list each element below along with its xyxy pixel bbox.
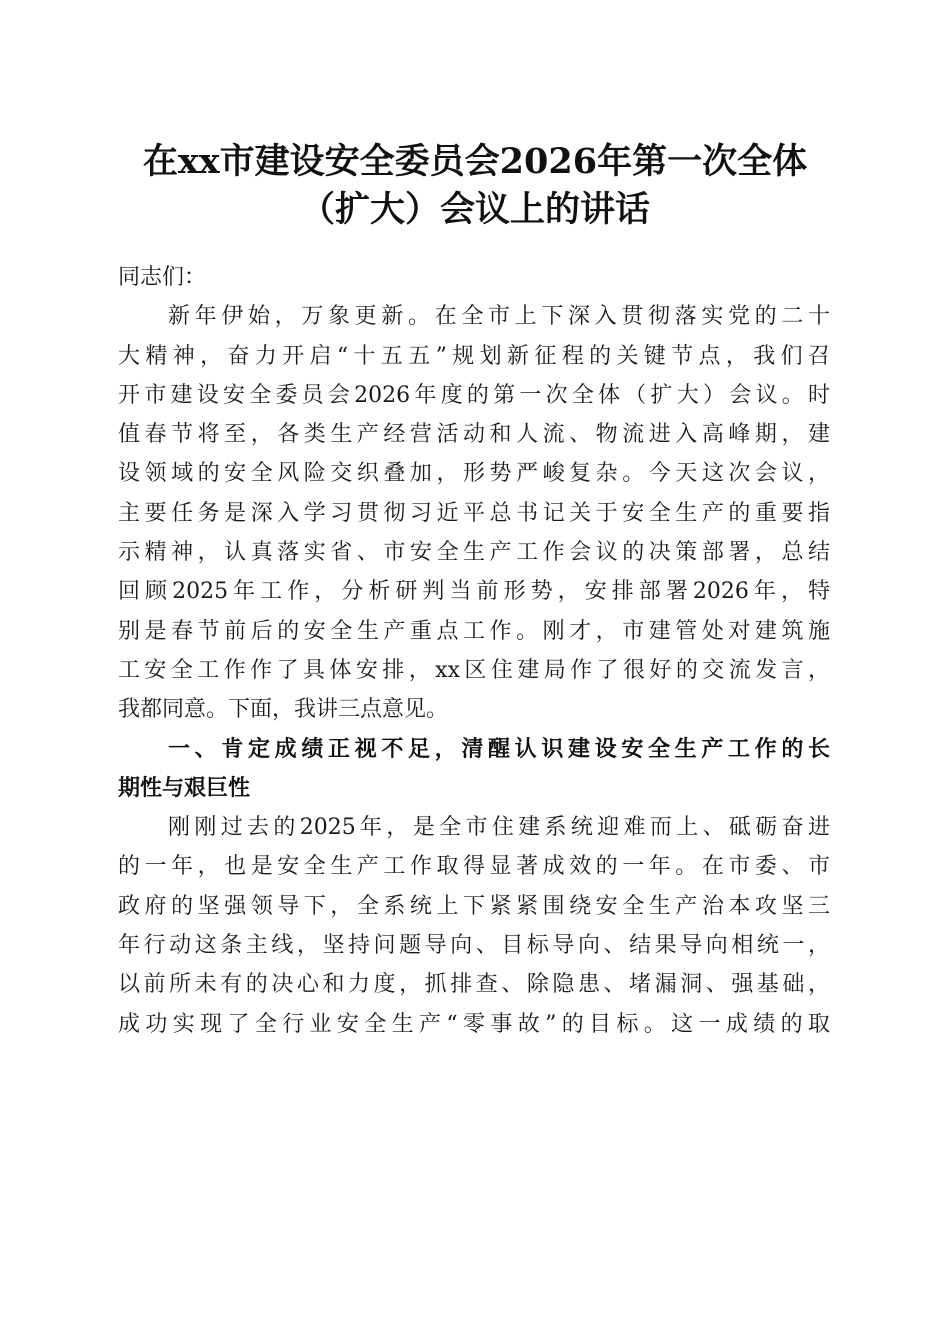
paragraph-1-line: 别是春节前后的安全生产重点工作。刚才，市建管处对建筑施 (118, 618, 830, 644)
paragraph-1-line: 新年伊始，万象更新。在全市上下深入贯彻落实党的二十 (168, 304, 830, 330)
paragraph-1-line: 示精神，认真落实省、市安全生产工作会议的决策部署，总结 (118, 540, 830, 566)
paragraph-2-line: 以前所未有的决心和力度，抓排查、除隐患、堵漏洞、强基础， (118, 972, 830, 998)
paragraph-2-line: 政府的坚强领导下，全系统上下紧紧围绕安全生产治本攻坚三 (118, 893, 830, 919)
title-line-2: （扩大）会议上的讲话 (299, 189, 650, 230)
paragraph-1-line: 开市建设安全委员会2026年度的第一次全体（扩大）会议。时 (118, 382, 830, 408)
paragraph-1-line: 主要任务是深入学习贯彻习近平总书记关于安全生产的重要指 (118, 500, 830, 526)
section-heading-1: 一、肯定成绩正视不足，清醒认识建设安全生产工作的长 (168, 736, 830, 762)
paragraph-1-line: 我都同意。下面，我讲三点意见。 (118, 697, 449, 723)
paragraph-2-line: 年行动这条主线，坚持问题导向、目标导向、结果导向相统一， (118, 933, 830, 959)
salutation: 同志们： (118, 265, 207, 290)
title-line-1: 在xx市建设安全委员会2026年第一次全体 (142, 141, 808, 182)
paragraph-1-line: 回顾2025年工作，分析研判当前形势，安排部署2026年，特 (118, 579, 830, 605)
section-heading-1-continued: 期性与艰巨性 (118, 775, 251, 801)
paragraph-2-line: 的一年，也是安全生产工作取得显著成效的一年。在市委、市 (118, 854, 830, 880)
document-body (118, 258, 830, 1044)
document-title (100, 138, 850, 234)
paragraph-2-line: 成功实现了全行业安全生产“零事故”的目标。这一成绩的取 (118, 1011, 830, 1037)
paragraph-1-line: 值春节将至，各类生产经营活动和人流、物流进入高峰期，建 (118, 422, 830, 448)
paragraph-1-line: 设领域的安全风险交织叠加，形势严峻复杂。今天这次会议， (118, 461, 830, 487)
paragraph-1-line: 工安全工作作了具体安排，xx区住建局作了很好的交流发言， (118, 657, 830, 683)
paragraph-2-line: 刚刚过去的2025年，是全市住建系统迎难而上、砥砺奋进 (168, 815, 830, 841)
paragraph-1-line: 大精神，奋力开启“十五五”规划新征程的关键节点，我们召 (118, 343, 830, 369)
